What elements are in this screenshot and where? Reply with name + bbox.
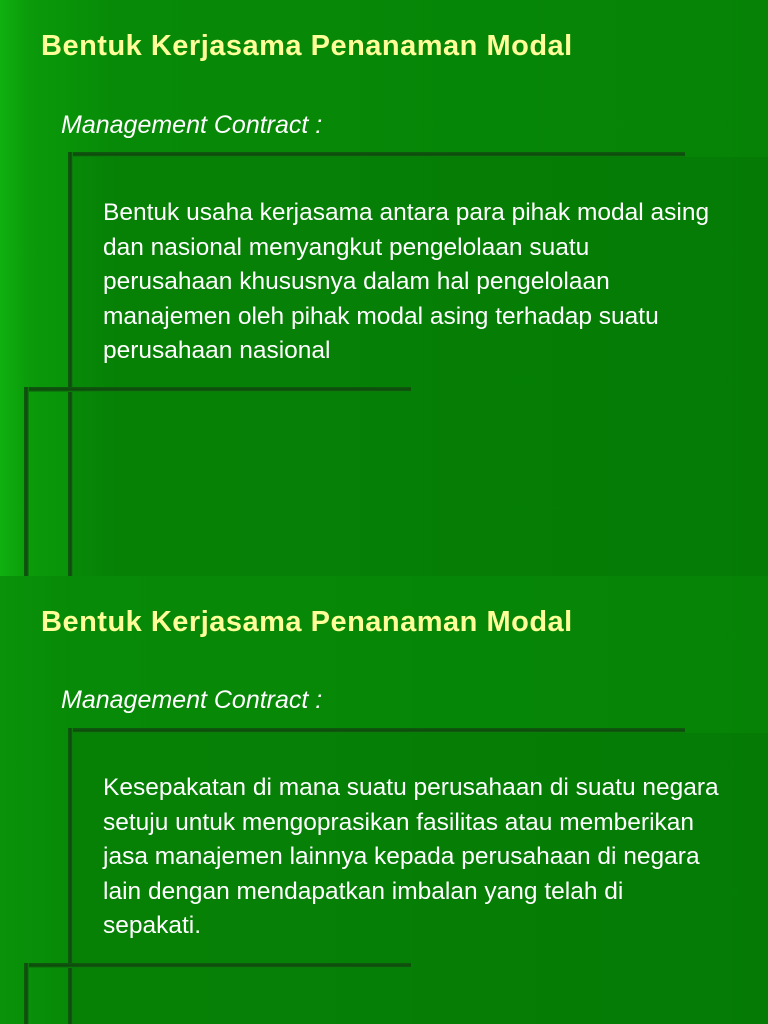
slide-subtitle: Management Contract : bbox=[61, 686, 323, 714]
decorative-left-line bbox=[68, 728, 73, 1024]
decorative-lower-line bbox=[26, 963, 411, 968]
slide-title: Bentuk Kerjasama Penanaman Modal bbox=[41, 30, 573, 62]
slide-title: Bentuk Kerjasama Penanaman Modal bbox=[41, 606, 573, 638]
decorative-lower-line bbox=[26, 387, 411, 392]
slide-body-text: Kesepakatan di mana suatu perusahaan di suatu negara setuju untuk mengoprasikan fasilitas atau memberikan jasa manajemen lainnya kepada perusahaan di negara lain dengan mendapatkan imbalan yang telah di sepakati. bbox=[103, 774, 719, 939]
slide-subtitle: Management Contract : bbox=[61, 111, 323, 139]
decorative-lower-vertical-line bbox=[24, 963, 29, 1024]
slide-body-text: Bentuk usaha kerjasama antara para pihak modal asing dan nasional menyangkut pengelolaan suatu perusahaan khususnya dalam hal pengelolaan manajemen oleh pihak modal asing terhadap suatu perusahaan nasional bbox=[103, 199, 710, 364]
decorative-lower-vertical-line bbox=[24, 387, 29, 576]
decorative-top-line bbox=[70, 728, 685, 733]
slide-2 bbox=[0, 576, 768, 1024]
decorative-left-line bbox=[68, 152, 73, 576]
decorative-top-line bbox=[70, 152, 685, 157]
